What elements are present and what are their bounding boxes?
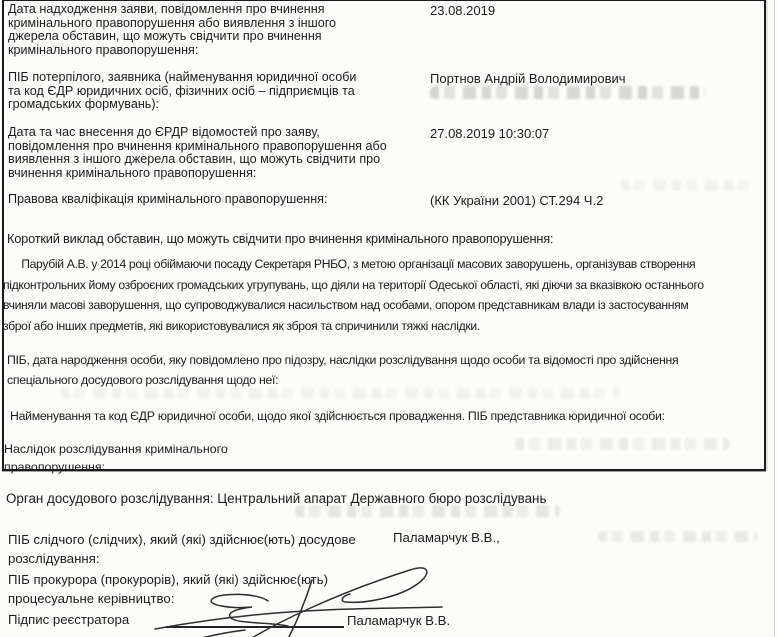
date-received-label: Дата надходження заяви, повідомлення про вчинення кримінального правопорушення або виявлення з іншого джерела обставин, що можуть свідчити про вчинення кримінального правопорушення: — [8, 2, 337, 58]
outcome-label: Наслідок розслідування кримінального правопорушення: — [4, 442, 228, 474]
suspect-heading: ПІБ, дата народження особи, яку повідомлено про підозру, наслідки розслідування щодо особи та відомості про здійснення спеціального досудового розслідування щодо неї: — [7, 353, 679, 387]
summary-heading: Короткий виклад обставин, що можуть свідчити про вчинення кримінального правопорушення: — [7, 231, 554, 246]
entity-heading: Найменування та код ЄДР юридичної особи, щодо якої здійснюється провадження. ПІБ представника юридичної особи: — [10, 409, 665, 423]
date-received-value: 23.08.2019 — [430, 3, 496, 18]
signature-stroke — [230, 568, 427, 637]
erdr-entry-label: Дата та час внесення до ЄРДР відомостей про заяву, повідомлення про вчинення кримінального правопорушення або виявлення з іншого джерела обставин, що можуть свідчити про вчинення кримінального правопорушення: — [8, 125, 387, 181]
applicant-value: Портнов Андрій Володимирович — [430, 71, 626, 86]
bleed-through-artifact — [620, 180, 750, 191]
summary-text: Парубій А.В. у 2014 році обіймаючи посаду Секретаря РНБО, з метою організації масових заворушень, організував створення підконтрольних йому озброєних громадських угрупувань, що діяли на території Одеської області, які діючи за вказівкою останнього вчиняли масові заворушення, що супроводжувалися насильством над особами, опором представникам влади із застосуванням зброї або інших предметів, які використовувалися як зброя та спричинили тяжкі наслідки. — [3, 257, 704, 333]
signature-stroke — [162, 630, 245, 637]
investigator-value: Паламарчук В.В., — [393, 530, 500, 545]
erdr-entry-value: 27.08.2019 10:30:07 — [430, 126, 550, 141]
bleed-through-artifact — [515, 438, 730, 450]
registrar-name: Паламарчук В.В. — [347, 613, 451, 628]
applicant-label: ПІБ потерпілого, заявника (найменування юридичної особи та код ЄДР юридичних осіб, фізичних осіб – підприємців та громадських формувань): — [8, 70, 357, 112]
legal-qualification-label: Правова кваліфікація кримінального правопорушення: — [8, 192, 328, 206]
registrar-signature-label: Підпис реєстратора — [8, 612, 130, 627]
scan-edge-line — [774, 0, 775, 637]
prosecutor-label: ПІБ прокурора (прокурорів), який (які) здійснює(ють) процесуальне керівництво: — [8, 572, 328, 607]
legal-qualification-value: (КК України 2001) СТ.294 Ч.2 — [430, 193, 604, 208]
handwritten-signature — [135, 550, 455, 637]
investigator-label: ПІБ слідчого (слідчих), який (які) здійснює(ють) досудове розслідування: — [8, 532, 356, 567]
authority-line: Орган досудового розслідування: Центральний апарат Державного бюро розслідувань — [6, 491, 547, 506]
bleed-through-artifact — [430, 86, 705, 99]
bleed-through-artifact — [60, 388, 620, 399]
signature-stroke — [211, 594, 288, 626]
bleed-through-artifact — [598, 531, 758, 542]
bleed-through-artifact — [295, 505, 560, 517]
